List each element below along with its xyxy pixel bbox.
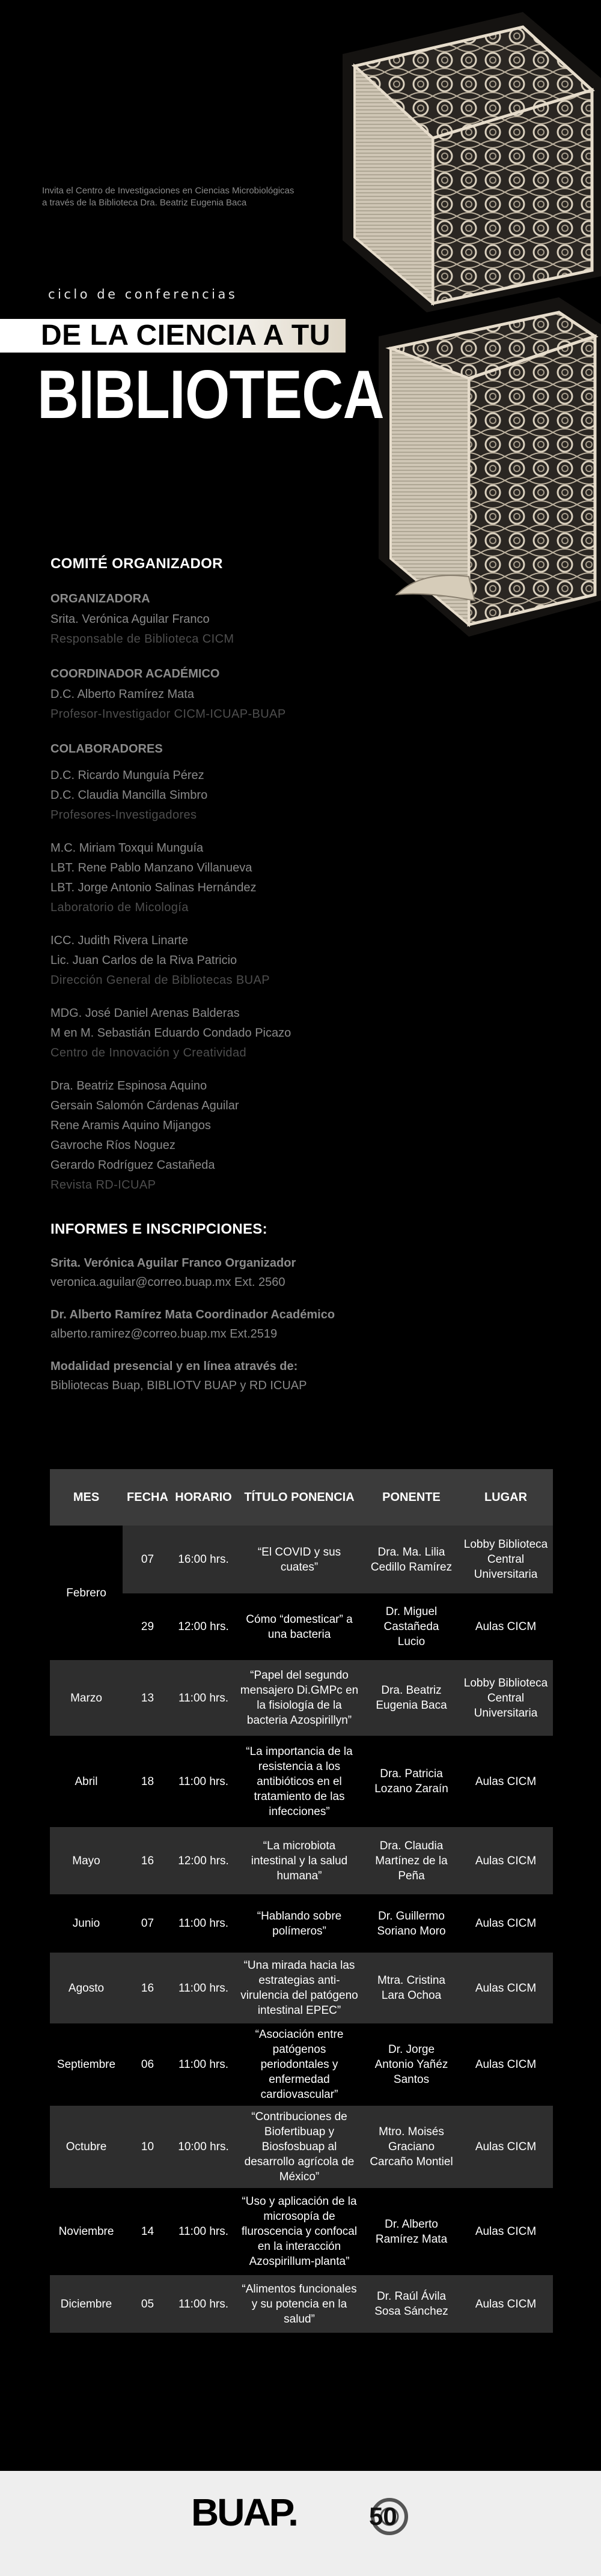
collaborator-block [50, 1076, 387, 1195]
cell-speaker: Dra. Patricia Lozano Zaraín [364, 1736, 459, 1827]
cell-month: Diciembre [50, 2275, 123, 2333]
cell-month: Noviembre [50, 2188, 123, 2275]
cell-speaker: Mtro. Moisés Graciano Carcaño Montiel [364, 2106, 459, 2188]
cell-date: 07 [123, 1526, 172, 1593]
member-name: LBT. Rene Pablo Manzano Villanueva [50, 861, 252, 874]
cell-time: 12:00 hrs. [172, 1827, 234, 1894]
cell-speaker: Dra. Claudia Martínez de la Peña [364, 1827, 459, 1894]
member-role: Dirección General de Bibliotecas BUAP [50, 974, 270, 987]
collaborator-block [50, 766, 387, 825]
cell-month: Abril [50, 1736, 123, 1827]
invitation-line-1: Invita el Centro de Investigaciones en Ciencias Microbiológicas [42, 186, 294, 196]
member-name: Gerardo Rodríguez Castañeda [50, 1159, 215, 1172]
cell-place: Lobby Biblioteca Central Universitaria [459, 1660, 553, 1736]
cell-title: “La microbiota intestinal y la salud humana” [234, 1827, 364, 1894]
cell-speaker: Dr. Jorge Antonio Yañéz Santos [364, 2023, 459, 2106]
cell-place: Aulas CICM [459, 1953, 553, 2023]
member-role: Profesor-Investigador CICM-ICUAP-BUAP [50, 708, 286, 721]
table-row [50, 1953, 553, 2023]
cell-speaker: Dr. Alberto Ramírez Mata [364, 2188, 459, 2275]
academic-coordinator-group [50, 667, 387, 724]
cell-month: Septiembre [50, 2023, 123, 2106]
member-name: D.C. Claudia Mancilla Simbro [50, 789, 208, 802]
invitation-text [42, 185, 325, 209]
contact-name: Dr. Alberto Ramírez Mata Coordinador Académico [50, 1308, 335, 1321]
member-name: Gersain Salomón Cárdenas Aguilar [50, 1099, 239, 1112]
cell-title: “Papel del segundo mensajero Di.GMPc en la fisiología de la bacteria Azospirillyn” [234, 1660, 364, 1736]
cell-time: 11:00 hrs. [172, 2275, 234, 2333]
anniversary-50-logo [356, 2491, 413, 2539]
cell-date: 06 [123, 2023, 172, 2106]
member-name: M en M. Sebastián Eduardo Condado Picazo [50, 1026, 291, 1040]
cell-place: Aulas CICM [459, 2106, 553, 2188]
modality-channels: Bibliotecas Buap, BIBLIOTV BUAP y RD ICUAP [50, 1379, 307, 1392]
header-place: LUGAR [459, 1469, 553, 1526]
member-name: ICC. Judith Rivera Linarte [50, 934, 188, 947]
cell-month: Agosto [50, 1953, 123, 2023]
anniversary-number: 50 [369, 2502, 397, 2530]
cell-date: 07 [123, 1894, 172, 1953]
cell-place: Aulas CICM [459, 1894, 553, 1953]
cell-time: 10:00 hrs. [172, 2106, 234, 2188]
contact-name: Srita. Verónica Aguilar Franco Organizador [50, 1256, 296, 1270]
cell-date: 10 [123, 2106, 172, 2188]
cell-time: 16:00 hrs. [172, 1526, 234, 1593]
collaborator-block [50, 838, 387, 918]
organizer-group [50, 592, 387, 649]
member-name: Lic. Juan Carlos de la Riva Patricio [50, 954, 237, 967]
collaborator-block [50, 931, 387, 990]
cell-date: 13 [123, 1660, 172, 1736]
title-banner [0, 319, 346, 353]
cell-date: 05 [123, 2275, 172, 2333]
member-role: Responsable de Biblioteca CICM [50, 632, 234, 646]
cell-place: Aulas CICM [459, 2275, 553, 2333]
cell-time: 12:00 hrs. [172, 1593, 234, 1660]
cell-place: Lobby Biblioteca Central Universitaria [459, 1526, 553, 1593]
cell-time: 11:00 hrs. [172, 2023, 234, 2106]
member-name: D.C. Alberto Ramírez Mata [50, 688, 194, 701]
table-row [50, 1894, 553, 1953]
cycle-label: ciclo de conferencias [48, 287, 238, 302]
cell-speaker: Dr. Raúl Ávila Sosa Sánchez [364, 2275, 459, 2333]
header-title: TÍTULO PONENCIA [234, 1469, 364, 1526]
contact-email[interactable]: veronica.aguilar@correo.buap.mx Ext. 2560 [50, 1276, 285, 1289]
member-name: MDG. José Daniel Arenas Balderas [50, 1007, 240, 1020]
cell-place: Aulas CICM [459, 2023, 553, 2106]
cell-date: 18 [123, 1736, 172, 1827]
group-heading: COORDINADOR ACADÉMICO [50, 667, 220, 680]
cell-month: Mayo [50, 1827, 123, 1894]
table-row [50, 1660, 553, 1736]
table-row [50, 2023, 553, 2106]
cell-time: 11:00 hrs. [172, 1894, 234, 1953]
header-month: MES [50, 1469, 123, 1526]
collaborators-heading: COLABORADORES [50, 742, 163, 756]
cell-place: Aulas CICM [459, 1593, 553, 1660]
table-row [50, 1526, 553, 1593]
footer [0, 2471, 601, 2576]
title-line-1: DE LA CIENCIA A TU [41, 320, 331, 351]
cell-speaker: Dr. Miguel Castañeda Lucio [364, 1593, 459, 1660]
cell-time: 11:00 hrs. [172, 1736, 234, 1827]
contact-email[interactable]: alberto.ramirez@correo.buap.mx Ext.2519 [50, 1327, 278, 1341]
cell-title: “El COVID y sus cuates” [234, 1526, 364, 1593]
cell-time: 11:00 hrs. [172, 2188, 234, 2275]
member-name: Srita. Verónica Aguilar Franco [50, 613, 210, 626]
cell-month: Octubre [50, 2106, 123, 2188]
cell-speaker: Mtra. Cristina Lara Ochoa [364, 1953, 459, 2023]
table-row [50, 2275, 553, 2333]
cell-title: Cómo “domesticar” a una bacteria [234, 1593, 364, 1660]
cell-date: 16 [123, 1953, 172, 2023]
header-speaker: PONENTE [364, 1469, 459, 1526]
cell-title: “La importancia de la resistencia a los antibióticos en el tratamiento de las infecciones” [234, 1736, 364, 1827]
title-line-2: BIBLIOTECA [37, 357, 384, 433]
cell-title: “Hablando sobre polímeros” [234, 1894, 364, 1953]
organizing-committee [50, 556, 387, 1208]
cell-place: Aulas CICM [459, 1827, 553, 1894]
member-name: Gavroche Ríos Noguez [50, 1139, 175, 1152]
collaborator-block [50, 1004, 387, 1063]
cell-speaker: Dra. Beatriz Eugenia Baca [364, 1660, 459, 1736]
cell-month: Marzo [50, 1660, 123, 1736]
member-name: Rene Aramis Aquino Mijangos [50, 1119, 211, 1132]
registration-info [50, 1221, 423, 1395]
member-name: D.C. Ricardo Munguía Pérez [50, 769, 204, 782]
cell-title: “Alimentos funcionales y su potencia en la salud” [234, 2275, 364, 2333]
cell-place: Aulas CICM [459, 1736, 553, 1827]
header-time: HORARIO [172, 1469, 234, 1526]
table-row [50, 2106, 553, 2188]
member-role: Revista RD-ICUAP [50, 1178, 156, 1192]
member-name: M.C. Miriam Toxqui Munguía [50, 841, 204, 855]
committee-heading: COMITÉ ORGANIZADOR [50, 556, 223, 572]
member-name: Dra. Beatriz Espinosa Aquino [50, 1079, 207, 1093]
member-role: Centro de Innovación y Creatividad [50, 1046, 247, 1059]
cell-title: “Uso y aplicación de la microsopía de fluroscencia y confocal en la interacción Azospirillum-planta” [234, 2188, 364, 2275]
member-name: LBT. Jorge Antonio Salinas Hernández [50, 881, 257, 894]
member-role: Laboratorio de Micología [50, 901, 189, 914]
cell-time: 11:00 hrs. [172, 1953, 234, 2023]
schedule-table [50, 1469, 553, 2333]
group-heading: ORGANIZADORA [50, 592, 150, 605]
cell-speaker: Dra. Ma. Lilia Cedillo Ramírez [364, 1526, 459, 1593]
cell-date: 14 [123, 2188, 172, 2275]
table-header-row [50, 1469, 553, 1526]
modality-heading: Modalidad presencial y en línea através de: [50, 1360, 298, 1373]
cell-date: 16 [123, 1827, 172, 1894]
cell-title: “Contribuciones de Biofertibuap y Biosfosbuap al desarrollo agrícola de México” [234, 2106, 364, 2188]
cell-place: Aulas CICM [459, 2188, 553, 2275]
table-row [50, 1827, 553, 1894]
cell-month: Febrero [50, 1526, 123, 1660]
table-row [50, 1736, 553, 1827]
header-date: FECHA [123, 1469, 172, 1526]
cell-speaker: Dr. Guillermo Soriano Moro [364, 1894, 459, 1953]
table-row [50, 1593, 553, 1660]
buap-logo: BUAP. [191, 2491, 297, 2534]
registration-heading: INFORMES E INSCRIPCIONES: [50, 1221, 267, 1237]
invitation-line-2: a través de la Biblioteca Dra. Beatriz Eugenia Baca [42, 198, 247, 208]
cell-title: “Una mirada hacia las estrategias anti-virulencia del patógeno intestinal EPEC” [234, 1953, 364, 2023]
cell-time: 11:00 hrs. [172, 1660, 234, 1736]
cell-title: “Asociación entre patógenos periodontales y enfermedad cardiovascular” [234, 2023, 364, 2106]
member-role: Profesores-Investigadores [50, 808, 197, 822]
table-row [50, 2188, 553, 2275]
cell-month: Junio [50, 1894, 123, 1953]
cell-date: 29 [123, 1593, 172, 1660]
